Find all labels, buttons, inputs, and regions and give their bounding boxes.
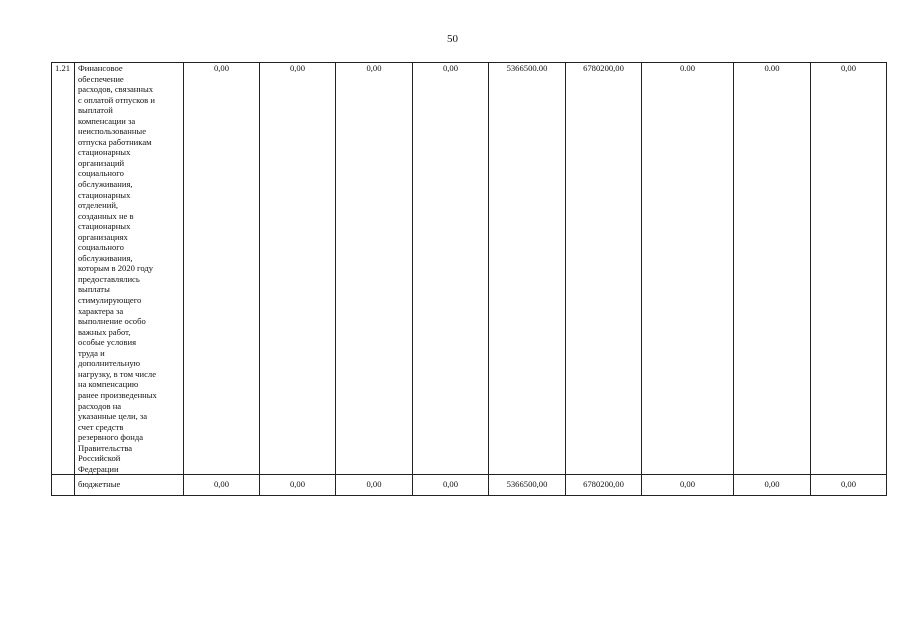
description-line: труда и [78, 347, 105, 358]
value-cell: 0,00 [184, 63, 260, 475]
description-line: организациях [78, 231, 128, 242]
value-cell: 0,00 [260, 63, 336, 475]
description-line: обслуживания, [78, 179, 133, 190]
value-cell: 5366500,00 [489, 475, 566, 496]
value-cell: 0.00 [734, 63, 811, 475]
value-cell: 0,00 [336, 63, 413, 475]
description-line: ранее произведенных [78, 389, 157, 400]
description-line: отпуска работникам [78, 136, 152, 147]
description-line: Федерации [78, 463, 119, 474]
description-line: стимулирующего [78, 295, 142, 306]
description-line: нагрузку, в том числе [78, 368, 157, 379]
value-cell: 0.00 [642, 63, 734, 475]
value-cell: 6780200,00 [566, 63, 642, 475]
value-cell: 0,00 [811, 475, 887, 496]
description-line: стационарных [78, 147, 131, 158]
description-line: важных работ, [78, 326, 131, 337]
value-cell: 0,00 [413, 63, 489, 475]
description-line: Российской [78, 453, 121, 464]
description-line: организаций [78, 157, 125, 168]
description-line: обслуживания, [78, 252, 133, 263]
description-line: которым в 2020 году [78, 263, 154, 274]
row-description [75, 63, 184, 475]
value-cell: 0,00 [184, 475, 260, 496]
description-line: выполнение особо [78, 316, 146, 327]
page-number: 50 [447, 33, 458, 45]
description-line: Правительства [78, 442, 133, 453]
row-label: бюджетные [75, 475, 184, 496]
description-line: резервного фонда [78, 432, 144, 443]
table-row-budget [52, 475, 887, 496]
description-line: отделений, [78, 200, 119, 211]
description-line: указанные цели, за [78, 411, 148, 422]
description-line: компенсации за [78, 115, 136, 126]
row-code: 1.21 [52, 63, 75, 475]
value-cell: 0,00 [734, 475, 811, 496]
description-line: выплатой [78, 105, 113, 116]
table-row-1-21 [52, 63, 887, 475]
description-line: характера за [78, 305, 124, 316]
budget-table [51, 62, 887, 496]
value-cell: 0,00 [336, 475, 413, 496]
value-cell: 6780200,00 [566, 475, 642, 496]
description-line: счет средств [78, 421, 124, 432]
description-line: особые условия [78, 337, 137, 348]
value-cell: 0,00 [811, 63, 887, 475]
description-line: расходов на [78, 400, 122, 411]
description-line: с оплатой отпусков и [78, 94, 155, 105]
description-line: дополнительную [78, 358, 141, 369]
description-line: стационарных [78, 221, 131, 232]
value-cell: 0,00 [642, 475, 734, 496]
description-line: на компенсацию [78, 379, 139, 390]
description-line: созданных не в [78, 210, 134, 221]
row-code [52, 475, 75, 496]
value-cell: 0,00 [260, 475, 336, 496]
description-line: неиспользованные [78, 126, 147, 137]
description-line: стационарных [78, 189, 131, 200]
value-cell: 0,00 [413, 475, 489, 496]
description-line: выплаты [78, 284, 110, 295]
description-line: социального [78, 242, 124, 253]
description-line: Финансовое [78, 63, 123, 73]
description-line: обеспечение [78, 73, 124, 84]
description-line: социального [78, 168, 124, 179]
description-line: расходов, связанных [78, 84, 154, 95]
value-cell: 5366500.00 [489, 63, 566, 475]
description-line: предоставлялись [78, 273, 140, 284]
